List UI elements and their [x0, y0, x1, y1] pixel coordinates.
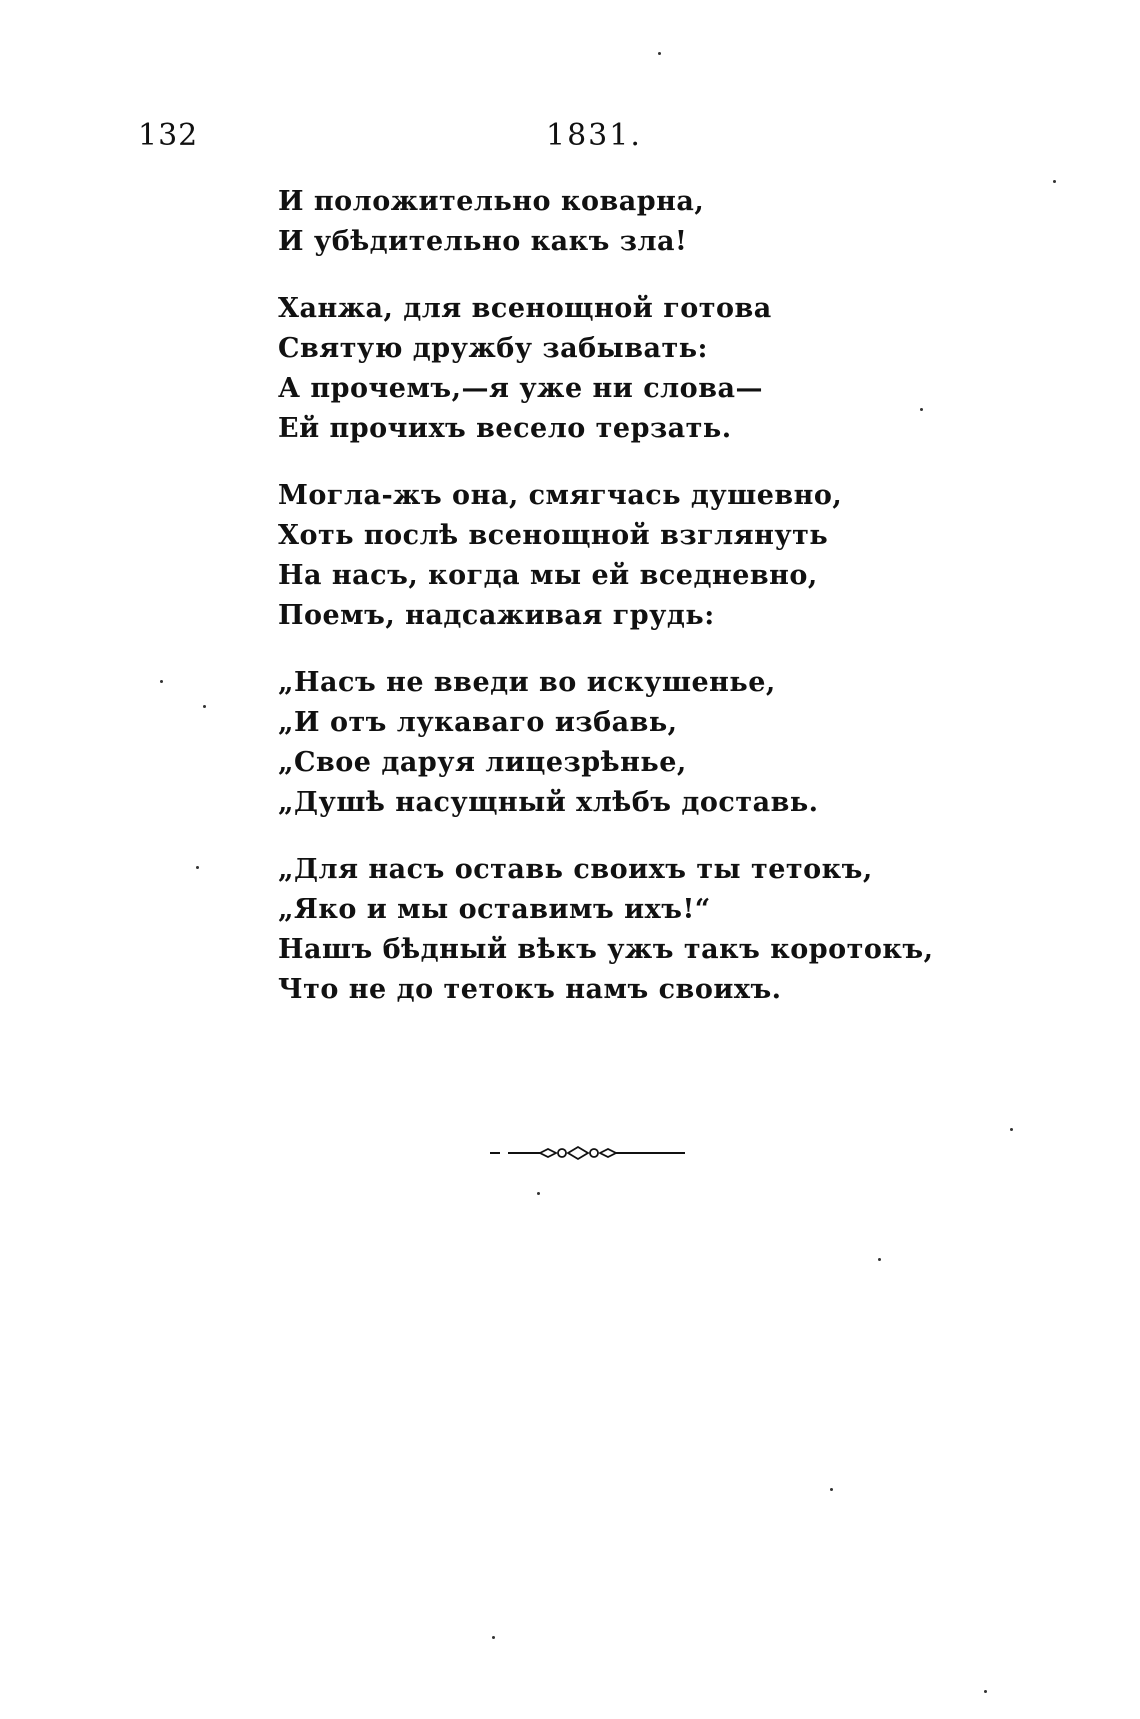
- speck: [160, 680, 163, 683]
- speck: [658, 52, 661, 55]
- speck: [203, 705, 206, 708]
- stanza: [278, 663, 978, 823]
- verse-line: Нашъ бѣдный вѣкъ ужъ такъ коротокъ,: [278, 934, 934, 965]
- verse-line: Могла-жъ она, смягчась душевно,: [278, 480, 843, 511]
- stanza: [278, 476, 978, 636]
- verse-line: „Яко и мы оставимъ ихъ!“: [278, 894, 711, 925]
- speck: [1053, 180, 1056, 183]
- verse-line: Что не до тетокъ намъ своихъ.: [278, 974, 782, 1005]
- stanza: [278, 289, 978, 449]
- ornament-divider: [490, 1145, 685, 1161]
- speck: [878, 1258, 881, 1261]
- page-number: 132: [138, 118, 199, 153]
- poem-body: [278, 182, 978, 1037]
- verse-line: Ханжа, для всенощной готова: [278, 293, 772, 324]
- verse-line: И положительно коварна,: [278, 186, 705, 217]
- speck: [537, 1192, 540, 1195]
- verse-line: Поемъ, надсаживая грудь:: [278, 600, 715, 631]
- verse-line: Ей прочихъ весело терзать.: [278, 413, 732, 444]
- verse-line: И убѣдительно какъ зла!: [278, 226, 688, 257]
- verse-line: А прочемъ,—я уже ни слова—: [278, 373, 763, 404]
- speck: [1010, 1128, 1013, 1131]
- verse-line: На насъ, когда мы ей вседневно,: [278, 560, 818, 591]
- speck: [492, 1636, 495, 1639]
- speck: [920, 408, 923, 411]
- verse-line: „Насъ не введи во искушенье,: [278, 667, 776, 698]
- verse-line: Хоть послѣ всенощной взглянуть: [278, 520, 829, 551]
- speck: [196, 866, 199, 869]
- running-title: 1831.: [546, 118, 642, 153]
- verse-line: „Душѣ насущный хлѣбъ доставь.: [278, 787, 819, 818]
- stanza: [278, 182, 978, 262]
- verse-line: Святую дружбу забывать:: [278, 333, 708, 364]
- stanza: [278, 850, 978, 1010]
- speck: [984, 1690, 987, 1693]
- verse-line: „Свое даруя лицезрѣнье,: [278, 747, 687, 778]
- verse-line: „И отъ лукаваго избавь,: [278, 707, 678, 738]
- speck: [830, 1488, 833, 1491]
- verse-line: „Для насъ оставь своихъ ты тетокъ,: [278, 854, 873, 885]
